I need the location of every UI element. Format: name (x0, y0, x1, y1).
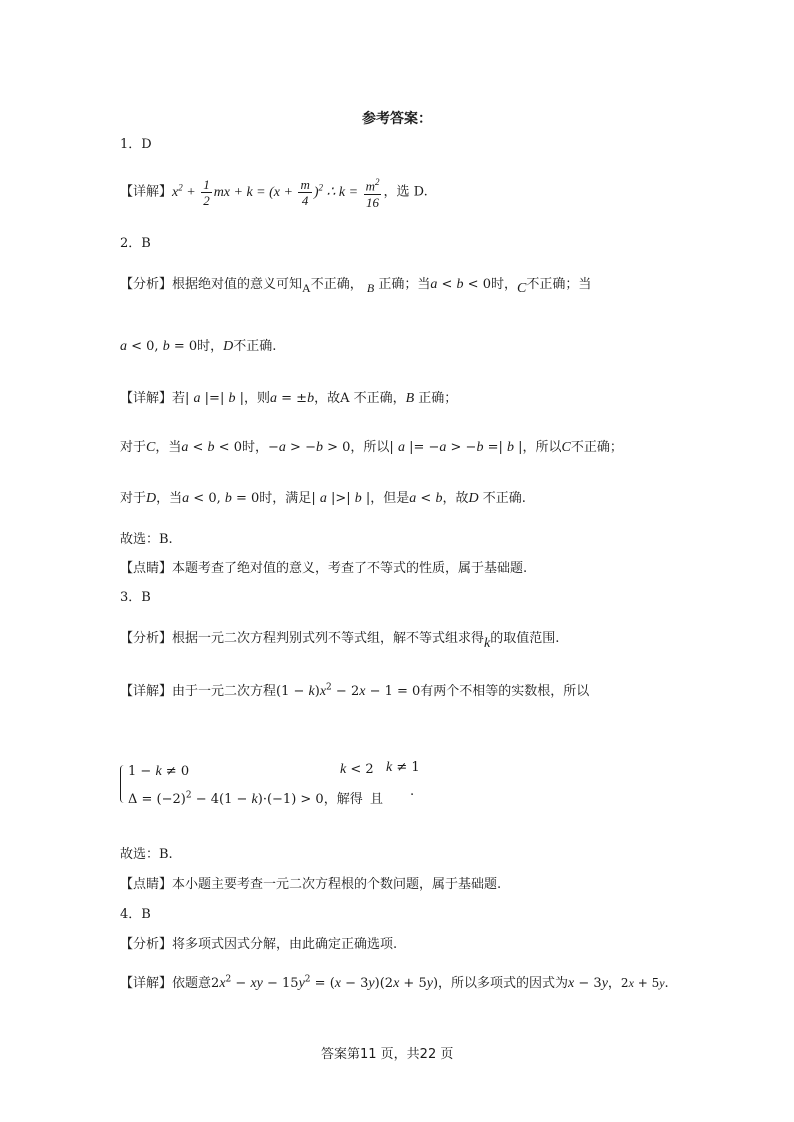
q2-c-text: ，所以 (350, 440, 390, 455)
q2-comment (120, 557, 527, 576)
q2-analysis-text: 不正确；当 (526, 277, 592, 292)
q2-detail-text: ，则 (243, 391, 270, 406)
q2-d-text: ，当 (156, 491, 183, 506)
q3-and: 且 (370, 792, 384, 807)
q4-analysis-text: 将多项式因式分解，由此确定正确选项. (172, 937, 398, 952)
q2-d-text: ，但是 (370, 491, 410, 506)
q4-detail: 【详解】依题意$2x^2$ − xy − $15y^2 = (x - 3y)(2x + 5y)$，所以多项式的因式为x − 3y，2x + 5y. (120, 974, 669, 991)
q2-choice: 故选：B. (120, 532, 173, 547)
q2-analysis-text: 时， (197, 339, 224, 354)
q2-c-text: 时， (241, 440, 268, 455)
q4-analysis-tag: 【分析】 (120, 937, 173, 952)
q3-solve-text: ，解得 (323, 792, 363, 807)
q2-c-text: ，所以 (522, 440, 562, 455)
q2-analysis-line1: 【分析】根据绝对值的意义可知A不正确， B 正确；当a < b < 0时，C不正确；当 (120, 277, 592, 296)
q1-tail: ，选 D. (383, 184, 428, 200)
q2-analysis-tag: 【分析】 (120, 277, 173, 292)
q4-detail-text: ，所以多项式的因式为 (438, 976, 569, 991)
q3-analysis-tag: 【分析】 (120, 631, 173, 646)
q2-comment-tag: 【点睛】 (120, 561, 173, 576)
q2-detail-d: 对于D，当a < 0, b = 0时，满足| a |>| b |，但是a < b，故D 不正确. (120, 491, 526, 506)
q3-detail-text: 由于一元二次方程 (172, 684, 277, 699)
q1-number: 1．D (120, 137, 152, 152)
system-brace (120, 765, 127, 803)
system-line1: 1 − k ≠ 0 (128, 764, 190, 779)
q2-c-text: 对于 (120, 440, 147, 455)
q2-detail-text: ，故A 不正确， (314, 391, 406, 406)
q3-detail-text: 有两个不相等的实数根，所以 (420, 684, 590, 699)
page-title: 参考答案： (362, 111, 432, 127)
q2-detail-tag: 【详解】 (120, 391, 173, 406)
q3-detail-tag: 【详解】 (120, 684, 173, 699)
q3-analysis-text: 的取值范围. (490, 631, 560, 646)
q2-analysis-line2: a < 0, b = 0时，D不正确. (120, 339, 277, 354)
q1-detail-tag: 【详解】 (120, 184, 173, 200)
q3-comment-tag: 【点睛】 (120, 877, 173, 892)
q2-analysis-text: 正确；当 (378, 277, 431, 292)
q4-number: 4．B (120, 907, 151, 922)
q3-detail: 【详解】由于一元二次方程$(1 - k)x^2 - 2x - 1 = 0$有两个不相等的实数根，所以 (120, 682, 590, 699)
q3-period: . (410, 784, 415, 799)
q2-detail-line1: 【详解】若| a |=| b |，则a = ±b，故A 不正确，B 正确； (120, 391, 458, 406)
q2-comment-text: 本题考查了绝对值的意义，考查了不等式的性质，属于基础题. (172, 561, 528, 576)
q2-number: 2．B (120, 236, 151, 251)
q3-choice: 故选：B. (120, 847, 173, 862)
q2-d-text: ，故 (442, 491, 469, 506)
q2-analysis-text: 不正确. (233, 339, 277, 354)
q4-detail-text: ， (607, 976, 621, 991)
solution-k-lt-2: k < 2 (340, 762, 374, 777)
q2-d-text: 对于 (120, 491, 147, 506)
q3-analysis-text: 根据一元二次方程判别式列不等式组，解不等式组求得 (172, 631, 485, 646)
q4-analysis (120, 933, 397, 952)
q2-analysis-text: 根据绝对值的意义可知 (172, 277, 303, 292)
q2-analysis-text: 时， (490, 277, 517, 292)
q2-d-text: 不正确. (482, 491, 526, 506)
system-line2: $\Delta = (-2)^2 - 4(1 - k)\cdot(-1) > 0$，解得 (128, 790, 363, 807)
q2-c-text: 不正确； (570, 440, 623, 455)
q3-number: 3．B (120, 590, 151, 605)
q4-detail-tag: 【详解】 (120, 976, 173, 991)
q2-analysis-text: 不正确， (310, 277, 363, 292)
q2-detail-text: 正确； (418, 391, 458, 406)
q4-detail-text: . (664, 976, 669, 991)
q2-d-text: 时，满足 (259, 491, 312, 506)
q3-comment-text: 本小题主要考查一元二次方程根的个数问题，属于基础题. (172, 877, 502, 892)
q1-detail (120, 170, 428, 210)
q3-analysis: 【分析】根据一元二次方程判别式列不等式组，解不等式组求得k的取值范围. (120, 631, 560, 651)
solution-k-ne-1: k ≠ 1 (386, 760, 420, 775)
page-footer: 答案第11 页，共22 页 (321, 1047, 454, 1062)
q4-detail-text: 依题意 (172, 976, 212, 991)
q2-detail-c: 对于C，当a < b < 0时，−a > −b > 0，所以| a |= −a > −b =| b |，所以C不正确； (120, 440, 623, 455)
q3-comment (120, 873, 501, 892)
q2-c-text: ，当 (155, 440, 182, 455)
q1-formula: $x^2$ + $\frac{1}{2}$ mx + k = (x + $\frac{m}{4}$ )$^2$ ∴ k = $\frac{m^2}{16}$ (172, 176, 380, 210)
q2-detail-text: 若 (172, 391, 186, 406)
